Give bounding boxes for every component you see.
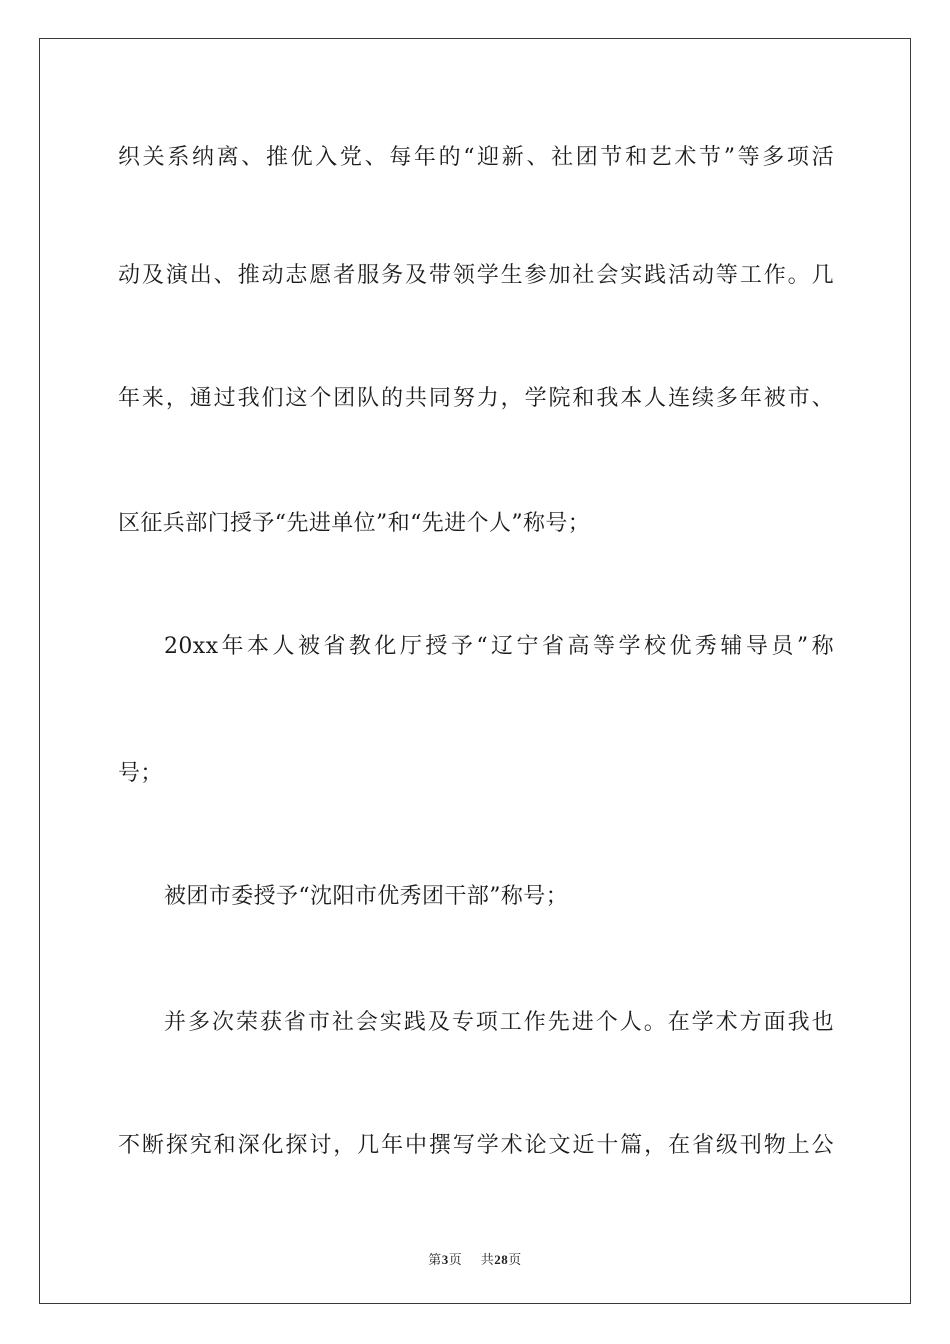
text-line-5: 20xx年本人被省教化厅授予“辽宁省高等学校优秀辅导员”称: [164, 634, 834, 659]
footer-page-prefix: 第: [428, 1253, 442, 1268]
footer-total-prefix: 共: [480, 1253, 495, 1268]
text-line-7: 被团市委授予“沈阳市优秀团干部”称号；: [164, 884, 569, 909]
footer-page-suffix: 页: [448, 1253, 463, 1268]
text-line-1: 织关系纳离、推优入党、每年的“迎新、社团节和艺术节”等多项活: [118, 145, 834, 170]
footer-total-pages: 28: [494, 1252, 509, 1267]
text-line-8: 并多次荣获省市社会实践及专项工作先进个人。在学术方面我也: [164, 1010, 834, 1035]
text-line-6: 号；: [118, 761, 163, 786]
footer-page-number: 3: [441, 1252, 449, 1267]
page-border: [39, 38, 911, 1304]
page-footer: [0, 1249, 950, 1268]
text-line-4: 区征兵部门授予“先进单位”和“先进个人”称号；: [118, 511, 591, 536]
text-line-9: 不断探究和深化探讨，几年中撰写学术论文近十篇，在省级刊物上公: [118, 1133, 834, 1158]
text-line-2: 动及演出、推动志愿者服务及带领学生参加社会实践活动等工作。几: [118, 263, 834, 288]
footer-total-suffix: 页: [508, 1253, 522, 1268]
text-line-3: 年来，通过我们这个团队的共同努力，学院和我本人连续多年被市、: [118, 386, 834, 411]
